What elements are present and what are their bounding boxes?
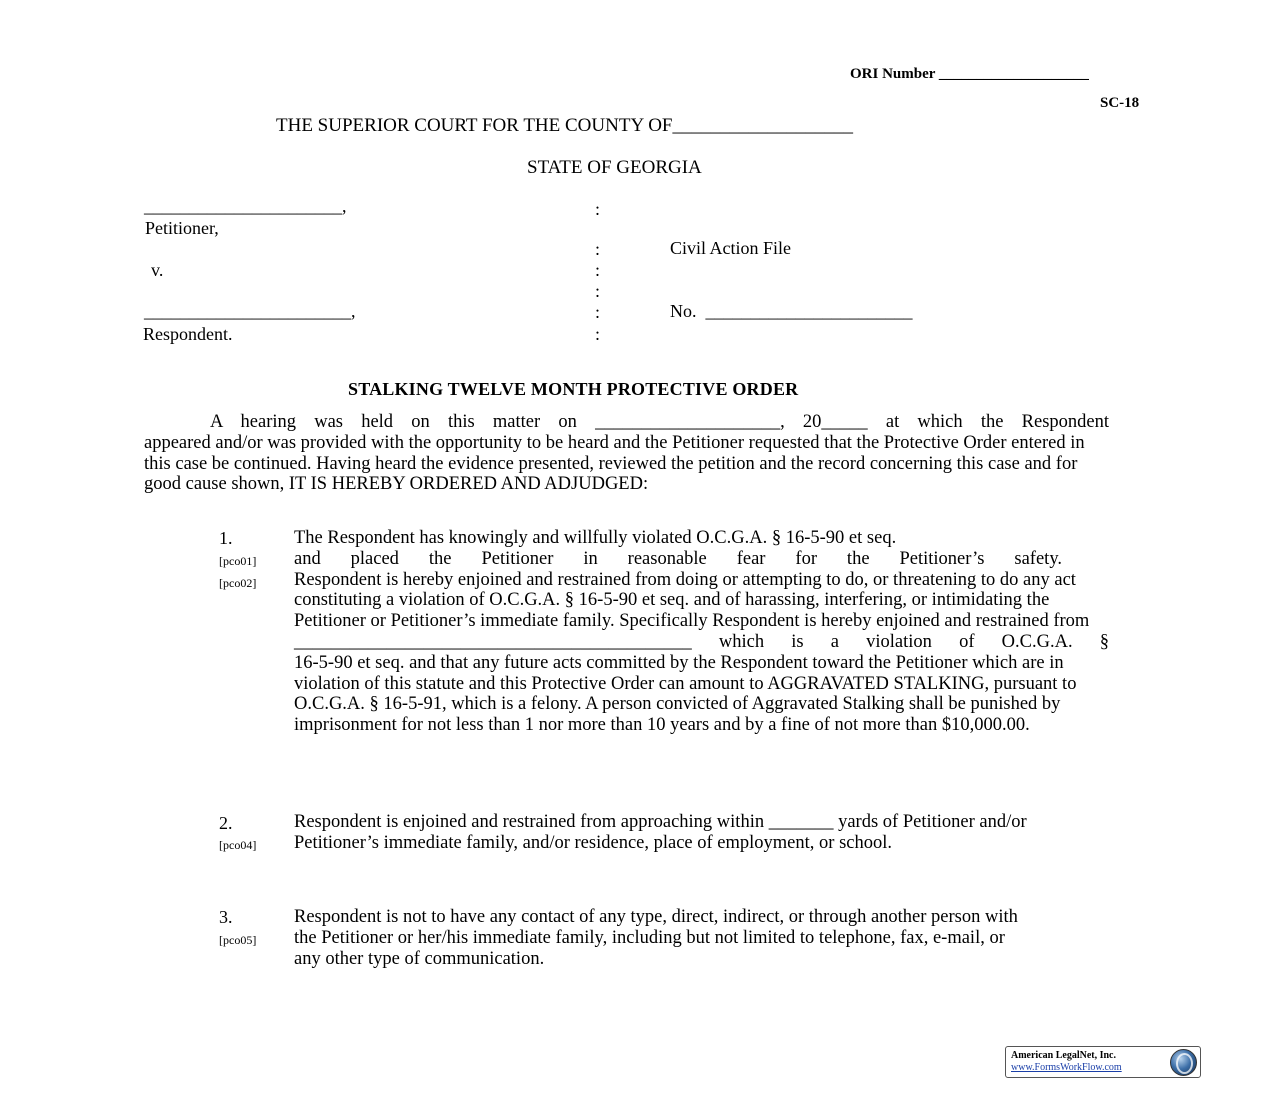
petitioner-name-blank: ______________________, (144, 196, 347, 216)
ori-number-field: ORI Number ____________________ (850, 66, 1089, 82)
item-number: 1. (219, 528, 233, 548)
respondent-label: Respondent. (143, 324, 233, 344)
item-number: 3. (219, 907, 233, 927)
item-text (294, 528, 1109, 736)
intro-paragraph (144, 412, 1109, 495)
publisher-name: American LegalNet, Inc. (1011, 1050, 1116, 1061)
civil-action-label: Civil Action File (670, 238, 792, 258)
intro-body: appeared and/or was provided with the opportunity to be heard and the Petitioner requested that the Protective Order entered in this case be continued. Having heard the evidence presented, reviewed the petition and the record concerning this case and for good cause shown, IT IS HEREBY ORDERED AND ADJUDGED: (144, 432, 1085, 495)
intro-first-line: A hearing was held on this matter on ____________________, 20_____ at which the Respondent (210, 412, 1109, 432)
field-tag: [pco01] (219, 554, 257, 568)
item-number: 2. (219, 813, 233, 833)
publisher-link[interactable]: www.FormsWorkFlow.com (1011, 1062, 1122, 1073)
caption-colon: : (595, 281, 601, 301)
caption-colon: : (595, 324, 601, 344)
court-title: THE SUPERIOR COURT FOR THE COUNTY OF___________________ (276, 115, 853, 136)
field-tag: [pco02] (219, 576, 257, 590)
petitioner-label: Petitioner, (145, 218, 219, 238)
caption-colon: : (595, 199, 601, 219)
item-text: Respondent is enjoined and restrained from approaching within _______ yards of Petitioner and/or Petitioner’s immediate family, and/or residence, place of employment, or school. (294, 812, 1027, 853)
caption-colon: : (595, 260, 601, 280)
respondent-name-blank: _______________________, (144, 301, 356, 321)
field-tag: [pco04] (219, 838, 257, 852)
field-tag: [pco05] (219, 933, 257, 947)
item-body: Respondent is hereby enjoined and restrained from doing or attempting to do, or threatening to do any act constituting a violation of O.C.G.A. § 16-5-90 et seq. and of harassing, interfering, or intimidating the Petitioner or Petitioner’s immediate family. Specifically Respondent is hereby enjoined and restrained from (294, 569, 1090, 632)
restrained-from-blank: ___________________________________________ which is a violation of O.C.G.A. § (294, 631, 1109, 652)
state-title: STATE OF GEORGIA (527, 157, 702, 178)
caption-colon: : (595, 239, 601, 259)
publisher-badge[interactable] (1005, 1046, 1201, 1078)
item-line: The Respondent has knowingly and willfully violated O.C.G.A. § 16-5-90 et seq. (294, 528, 897, 548)
item-text: Respondent is not to have any contact of any type, direct, indirect, or through another person with the Petitioner or her/his immediate family, including but not limited to telephone, fax, e-mail, or any other type of communication. (294, 907, 1018, 969)
versus-label: v. (151, 260, 164, 280)
item-body: 16-5-90 et seq. and that any future acts committed by the Respondent toward the Petitioner which are in violation of this statute and this Protective Order can amount to AGGRAVATED STALKING, pursuant to O.C.G.A. § 16-5-91, which is a felony. A person convicted of Aggravated Stalking shall be punished by imprisonment for not less than 1 nor more than 10 years and by a fine of not more than $10,000.00. (294, 652, 1077, 736)
globe-icon (1170, 1049, 1197, 1076)
order-title: STALKING TWELVE MONTH PROTECTIVE ORDER (348, 379, 799, 399)
item-line: and placed the Petitioner in reasonable fear for the Petitioner’s safety. (294, 548, 1062, 569)
form-code: SC-18 (1100, 95, 1140, 111)
caption-colon: : (595, 302, 601, 322)
case-number-field: No. _______________________ (670, 301, 913, 321)
